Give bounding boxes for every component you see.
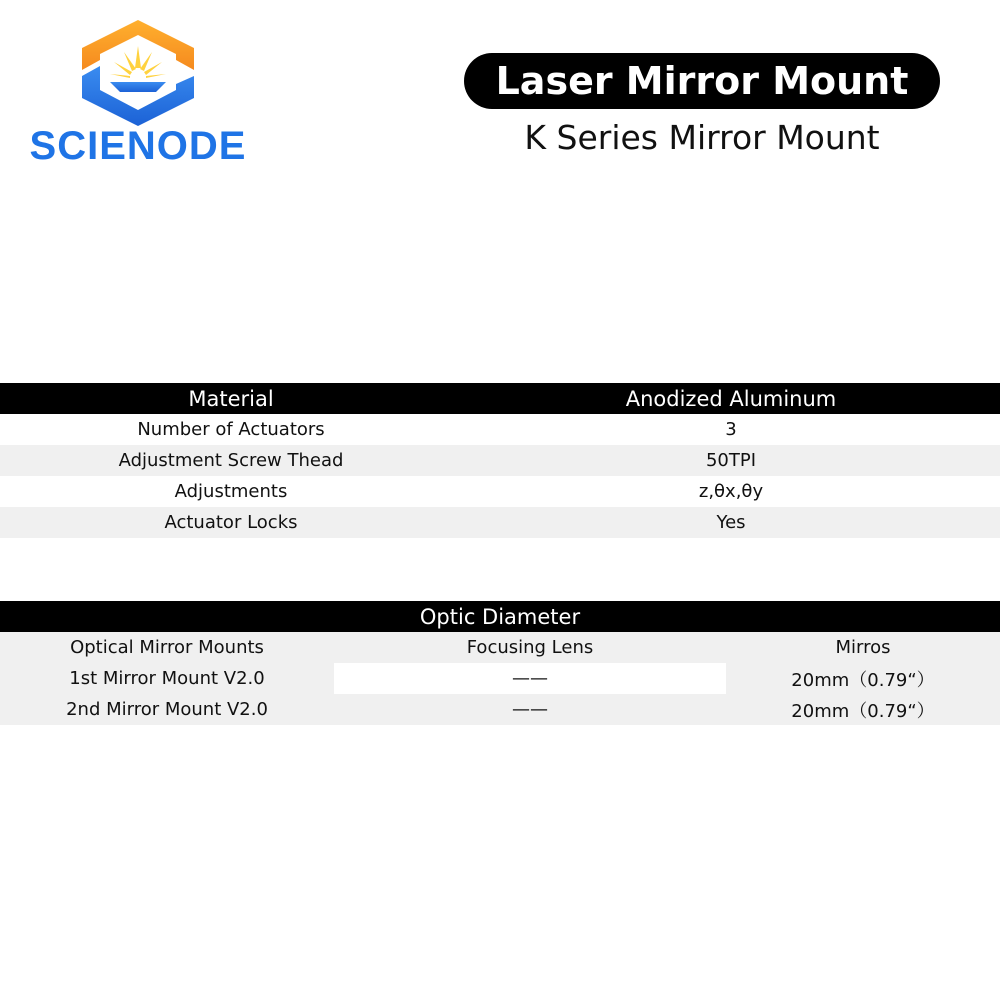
spec-table xyxy=(0,383,1000,538)
spec-label: Material xyxy=(188,386,274,411)
spec-label: Number of Actuators xyxy=(137,419,325,440)
spec-label: Adjustments xyxy=(174,481,288,502)
column-header-mounts: Optical Mirror Mounts xyxy=(0,632,334,663)
spec-row xyxy=(0,507,1000,538)
column-header-lens: Focusing Lens xyxy=(334,632,726,663)
brand-name: SCIENODE xyxy=(29,124,247,168)
spec-value: Anodized Aluminum xyxy=(625,386,837,411)
mount-name: 1st Mirror Mount V2.0 xyxy=(0,663,334,694)
mirror-value: 20mm（0.79“） xyxy=(726,694,1000,725)
spec-label: Adjustment Screw Thead xyxy=(118,450,344,471)
mirror-value: 20mm（0.79“） xyxy=(726,663,1000,694)
title-pill xyxy=(464,53,940,109)
page-subtitle: K Series Mirror Mount xyxy=(524,118,880,157)
spec-row xyxy=(0,476,1000,507)
spec-value: 50TPI xyxy=(705,450,757,471)
scienode-logo-icon xyxy=(80,18,196,128)
mount-name: 2nd Mirror Mount V2.0 xyxy=(0,694,334,725)
spec-value: 3 xyxy=(725,419,737,440)
page-title: Laser Mirror Mount xyxy=(495,59,909,103)
spec-row xyxy=(0,414,1000,445)
spec-value: z,θx,θy xyxy=(698,481,764,502)
spec-row xyxy=(0,445,1000,476)
brand-logo xyxy=(18,18,258,178)
column-header-mirrors: Mirros xyxy=(726,632,1000,663)
lens-value: —— xyxy=(334,663,726,694)
table-row xyxy=(0,663,1000,694)
spec-label: Actuator Locks xyxy=(164,512,298,533)
spec-value: Yes xyxy=(716,512,746,533)
optic-table-title: Optic Diameter xyxy=(0,601,1000,632)
table-row xyxy=(0,694,1000,725)
optic-diameter-table xyxy=(0,601,1000,725)
optic-column-header-row xyxy=(0,632,1000,663)
lens-value: —— xyxy=(334,694,726,725)
spec-header-row xyxy=(0,383,1000,414)
